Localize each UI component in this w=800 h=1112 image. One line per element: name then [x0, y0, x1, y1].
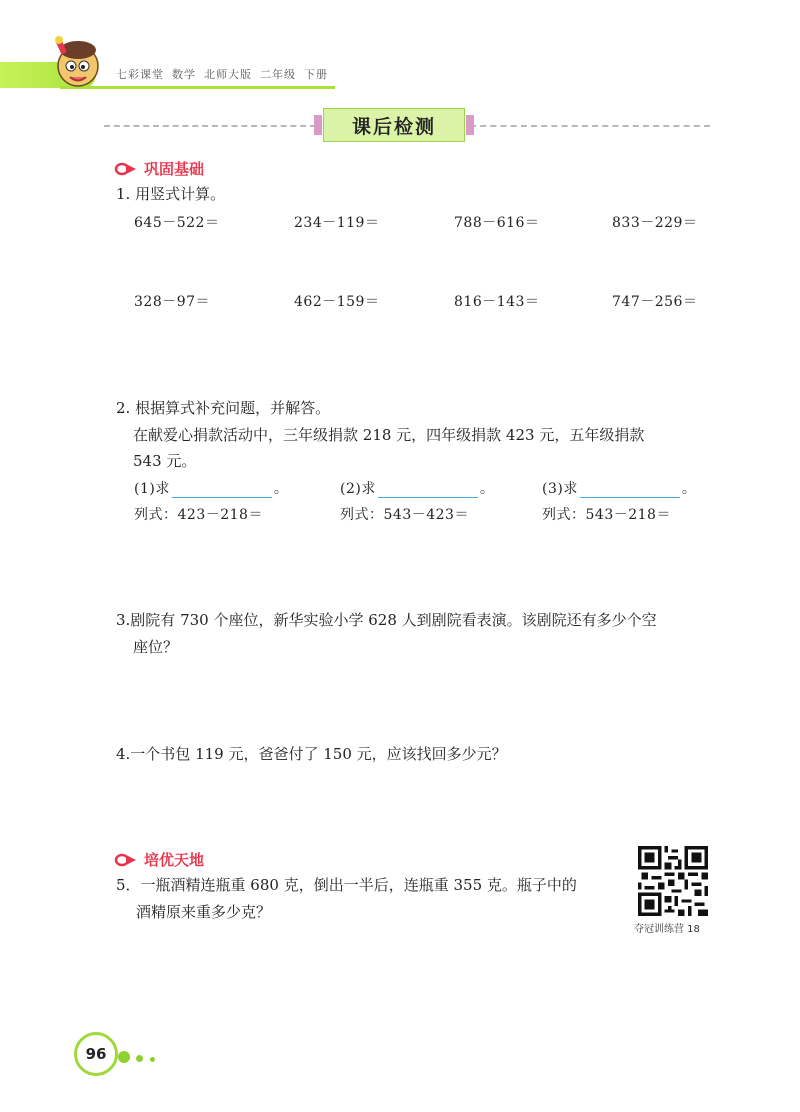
heading-advanced-text: 培优天地: [144, 851, 205, 869]
heading-consolidate: [114, 158, 204, 179]
calc-7: 816－143＝: [454, 294, 540, 310]
answer-blank-2[interactable]: [378, 483, 478, 498]
page-number: 96: [74, 1032, 118, 1076]
question-3-line-2: 座位？: [133, 638, 179, 656]
question-2-context-2: 543 元。: [133, 452, 197, 470]
qr-code-icon[interactable]: [638, 846, 708, 916]
qr-caption: 夺冠训练营 18: [634, 924, 700, 935]
calc-6: 462－159＝: [294, 294, 380, 310]
formula-1: 列式：423－218＝: [134, 507, 263, 523]
question-5-line-2: 酒精原来重多少克？: [136, 903, 272, 921]
sub-question-3-prefix: (3)求: [542, 481, 578, 497]
answer-blank-1[interactable]: [172, 483, 272, 498]
grade: 二年级: [260, 68, 296, 81]
heading-advanced: [114, 849, 204, 870]
sub-question-2-prefix: (2)求: [340, 481, 376, 497]
book-name: 七彩课堂: [116, 68, 164, 81]
sub-question-2-suffix: 。: [479, 481, 495, 497]
formula-3: 列式：543－218＝: [542, 507, 671, 523]
calc-2: 234－119＝: [294, 215, 380, 231]
heading-consolidate-text: 巩固基础: [144, 160, 205, 178]
calc-3: 788－616＝: [454, 215, 540, 231]
edition: 北师大版: [204, 68, 252, 81]
calc-1: 645－522＝: [134, 215, 220, 231]
question-5-line-1: 5．一瓶酒精连瓶重 680 克，倒出一半后，连瓶重 355 克。瓶子中的: [116, 876, 577, 894]
dashed-divider-right: [470, 125, 710, 127]
sub-question-2: [340, 478, 494, 498]
mascot-icon: [50, 34, 104, 90]
formula-2: 列式：543－423＝: [340, 507, 469, 523]
calc-4: 833－229＝: [612, 215, 698, 231]
sub-question-1: [134, 478, 288, 498]
question-4-line-1: 4.一个书包 119 元，爸爸付了 150 元，应该找回多少元？: [116, 745, 507, 763]
question-2-stem: 2. 根据算式补充问题，并解答。: [116, 399, 331, 417]
subject: 数学: [172, 68, 196, 81]
calc-5: 328－97＝: [134, 294, 211, 310]
volume: 下册: [304, 68, 328, 81]
decorative-dot-small: [150, 1057, 155, 1062]
sub-question-1-prefix: (1)求: [134, 481, 170, 497]
question-2-context-1: 在献爱心捐款活动中，三年级捐款 218 元，四年级捐款 423 元，五年级捐款: [133, 426, 645, 444]
question-1-stem: 1. 用竖式计算。: [116, 185, 226, 203]
header-text: [116, 66, 336, 82]
decorative-dot-medium: [136, 1055, 143, 1062]
dashed-divider-left: [104, 125, 316, 127]
arrow-bullet-icon: [114, 162, 138, 176]
sub-question-3-suffix: 。: [681, 481, 697, 497]
answer-blank-3[interactable]: [580, 483, 680, 498]
sub-question-1-suffix: 。: [273, 481, 289, 497]
sub-question-3: [542, 478, 696, 498]
decorative-dot-large: [118, 1051, 130, 1063]
question-3-line-1: 3.剧院有 730 个座位，新华实验小学 628 人到剧院看表演。该剧院还有多少个空: [116, 611, 657, 629]
calc-8: 747－256＝: [612, 294, 698, 310]
section-title: 课后检测: [323, 108, 465, 142]
arrow-bullet-icon: [114, 853, 138, 867]
